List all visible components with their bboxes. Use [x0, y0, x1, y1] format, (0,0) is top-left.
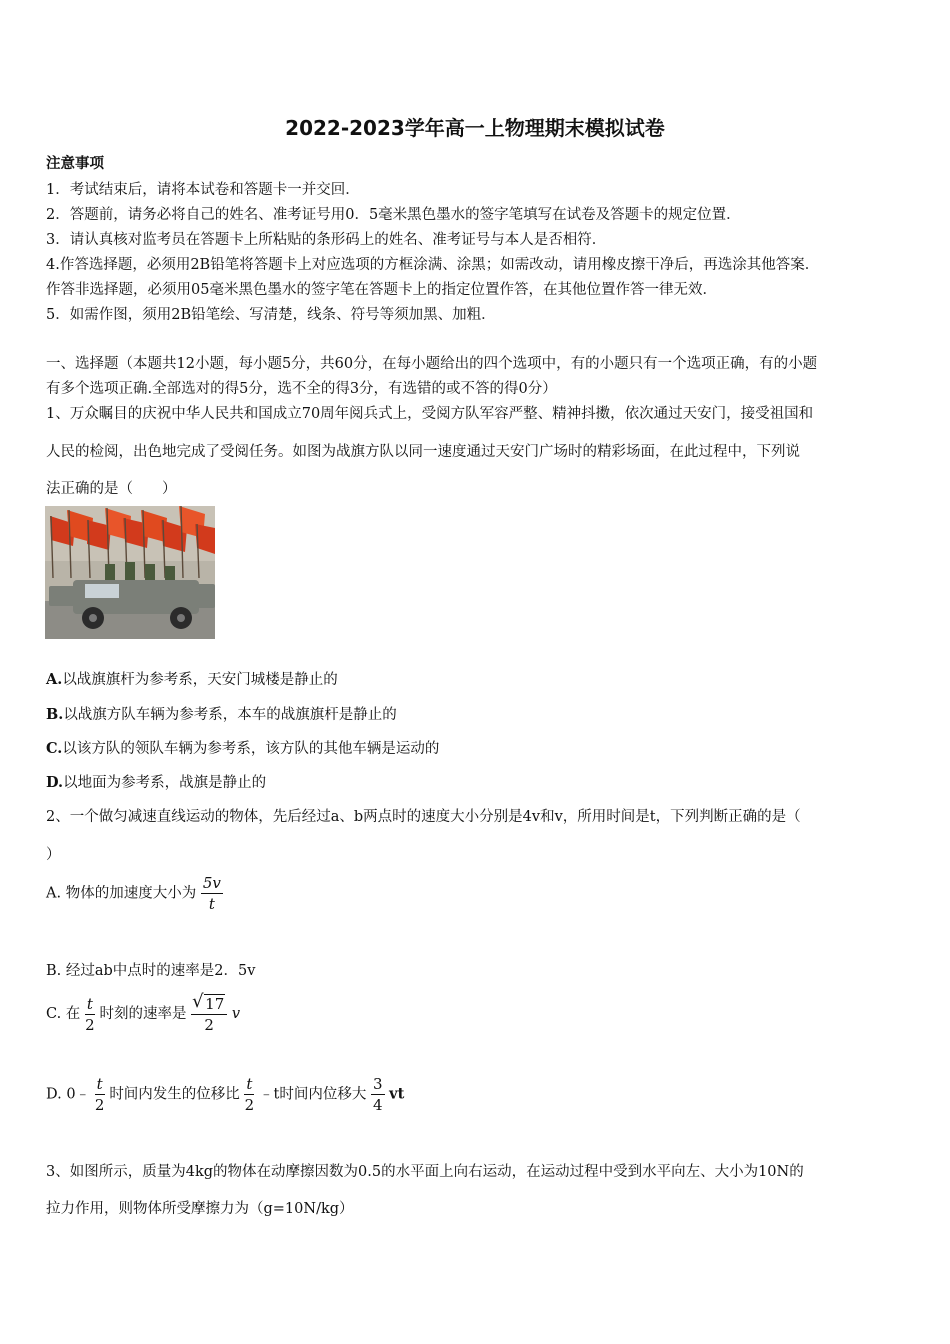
fraction: √ $\frac{17}{2}$: [191, 994, 227, 1034]
q1-option-c: C.以该方队的领队车辆为参考系，该方队的其他车辆是运动的: [46, 740, 440, 757]
q2-stem: 2、一个做匀减速直线运动的物体，先后经过a、b两点时的速度大小分别是4v和v，所用时间是t，下列判断正确的是（: [46, 809, 801, 825]
notice-item: 2．答题前，请务必将自己的姓名、准考证号用0．5毫米黑色墨水的签字笔填写在试卷及答题卡的规定位置．: [46, 207, 741, 223]
q3-stem: 3、如图所示，质量为4kg的物体在动摩擦因数为0.5的水平面上向右运动，在运动过程中受到水平向左、大小为10N的: [46, 1164, 804, 1180]
notice-heading: 注意事项: [46, 155, 104, 172]
q1-stem: 法正确的是（ ）: [46, 481, 177, 497]
q2-option-a: A. 物体的加速度大小为 $\frac{5v}{t}$: [46, 874, 221, 913]
q2-option-d: D. 0﹣ $\frac{t}{2}$ 时间内发生的位移比 $\frac{t}{2}$ ﹣t时间内位移大 $\frac{3}{4}$ vt: [46, 1075, 405, 1114]
q1-stem: 1、万众瞩目的庆祝中华人民共和国成立70周年阅兵式上，受阅方队军容严整、精神抖擞，依次通过天安门，接受祖国和: [46, 406, 814, 422]
parade-photo: [45, 506, 215, 639]
q1-option-a: A.以战旗旗杆为参考系，天安门城楼是静止的: [46, 671, 338, 688]
q1-option-b: B.以战旗方队车辆为参考系，本车的战旗旗杆是静止的: [46, 706, 397, 723]
notice-item: 5．如需作图，须用2B铅笔绘、写清楚，线条、符号等须加黑、加粗．: [46, 307, 496, 323]
fraction: $\frac{5v}{t}$: [202, 874, 221, 913]
fraction: $\frac{t}{2}$: [244, 1075, 255, 1114]
sqrt-symbol: √ 17: [193, 994, 225, 1013]
parade-photo-illustration: [45, 506, 215, 639]
q1-stem: 人民的检阅，出色地完成了受阅任务。如图为战旗方队以同一速度通过天安门广场时的精彩场面，在此过程中，下列说: [46, 444, 800, 460]
section-heading: 一、选择题（本题共12小题，每小题5分，共60分，在每小题给出的四个选项中，有的小题只有一个选项正确，有的小题: [46, 356, 818, 372]
section-heading-cont: 有多个选项正确.全部选对的得5分，选不全的得3分，有选错的或不答的得0分）: [46, 381, 557, 397]
page-title: 2022-2023学年高一上物理期末模拟试卷: [285, 116, 665, 140]
fraction: $\frac{t}{2}$: [94, 1075, 105, 1114]
notice-item: 作答非选择题，必须用05毫米黑色墨水的签字笔在答题卡上的指定位置作答，在其他位置作答一律无效．: [46, 282, 717, 298]
notice-item: 1．考试结束后，请将本试卷和答题卡一并交回．: [46, 182, 360, 198]
q2-option-c: C. 在 $\frac{t}{2}$ 时刻的速率是 √ $\frac{17}{2}$ v: [46, 994, 240, 1034]
fraction: $\frac{3}{4}$: [373, 1075, 383, 1114]
q1-option-d: D.以地面为参考系，战旗是静止的: [46, 774, 267, 791]
fraction: $\frac{t}{2}$: [85, 994, 95, 1034]
q2-option-b: B. 经过ab中点时的速率是2．5v: [46, 963, 256, 979]
notice-item: 4.作答选择题，必须用2B铅笔将答题卡上对应选项的方框涂满、涂黑；如需改动，请用橡皮擦干净后，再选涂其他答案．: [46, 257, 820, 273]
notice-item: 3．请认真核对监考员在答题卡上所粘贴的条形码上的姓名、准考证号与本人是否相符．: [46, 232, 607, 248]
q2-stem: ）: [46, 847, 61, 863]
q3-stem: 拉力作用，则物体所受摩擦力为（g=10N/kg）: [46, 1201, 354, 1217]
